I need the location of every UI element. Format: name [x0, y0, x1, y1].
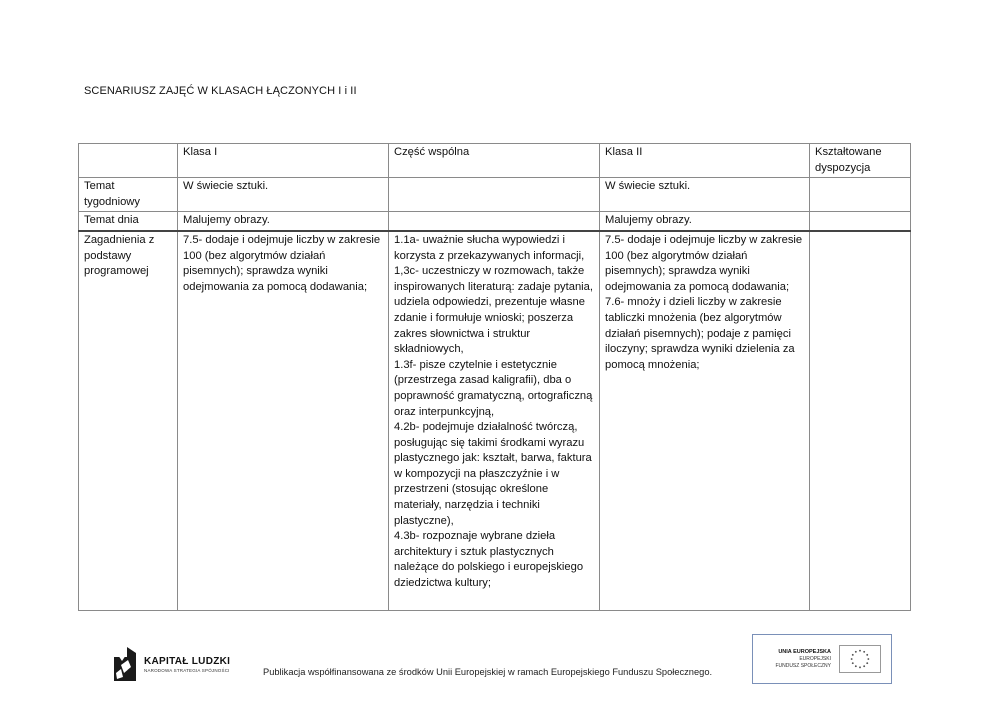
eu-star [855, 665, 857, 667]
eu-star [859, 666, 861, 668]
header-cell-czesc-wspolna: Część wspólna [389, 144, 600, 178]
document-title: SCENARIUSZ ZAJĘĆ W KLASACH ŁĄCZONYCH I i II [84, 85, 357, 97]
header-cell-dyspozycja: Kształtowane dyspozycja [810, 144, 911, 178]
eu-line-2: EUROPEJSKI [799, 655, 831, 662]
eu-star [852, 662, 854, 664]
eu-logo [752, 634, 892, 684]
eu-line-1: UNIA EUROPEJSKA [778, 648, 831, 655]
cell-klasa-1: 7.5- dodaje i odejmuje liczby w zakresie 100 (bez algorytmów działań pisemnych); sprawdza wyniki odejmowania za pomocą dodawania; [178, 231, 389, 611]
eu-star [863, 665, 865, 667]
kapital-ludzki-logo [112, 645, 230, 683]
header-cell-klasa-2: Klasa II [600, 144, 810, 178]
cell-klasa-2: W świecie sztuki. [600, 178, 810, 212]
table-row [79, 231, 911, 611]
eu-star [851, 658, 853, 660]
cell-dyspozycja [810, 178, 911, 212]
table-row [79, 178, 911, 212]
cell-czesc-wspolna: 1.1a- uważnie słucha wypowiedzi i korzysta z przekazywanych informacji, 1,3c- uczestniczy w rozmowach, także inspirowanych literaturą: zadaje pytania, udziela odpowiedzi, prezentuje własne zdanie i formułuje wnioski; poszerza zakres słownictwa i struktur składniowych, 1.3f- pisze czytelnie i estetycznie (przestrzega zasad kaligrafii), dba o poprawność gramatyczną, ortograficzną oraz interpunkcyjną, 4.2b- podejmuje działalność twórczą, posługując się takimi środkami wyrazu plastycznego jak: kształt, barwa, faktura w kompozycji na płaszczyźnie i w przestrzeni (stosując określone materiały, narzędzia i techniki plastyczne), 4.3b- rozpoznaje wybrane dzieła architektury i sztuk plastycznych należące do polskiego i europejskiego dziedzictwa kultury; [389, 231, 600, 611]
eu-star [852, 654, 854, 656]
header-cell-klasa-1: Klasa I [178, 144, 389, 178]
eu-star [859, 650, 861, 652]
eu-star [867, 658, 869, 660]
cell-czesc-wspolna [389, 178, 600, 212]
cofinancing-note: Publikacja współfinansowana ze środków Unii Europejskiej w ramach Europejskiego Funduszu Społecznego. [263, 667, 713, 677]
cell-dyspozycja [810, 231, 911, 611]
row-label-zagadnienia: Zagadnienia z podstawy programowej [79, 231, 178, 611]
kapital-ludzki-emblem-icon [112, 645, 138, 683]
table-header-row [79, 144, 911, 178]
eu-star [855, 651, 857, 653]
cell-klasa-2: Malujemy obrazy. [600, 212, 810, 231]
cell-klasa-1: Malujemy obrazy. [178, 212, 389, 231]
eu-flag-icon [839, 645, 881, 673]
table-row [79, 212, 911, 231]
eu-line-3: FUNDUSZ SPOŁECZNY [775, 662, 831, 669]
cell-klasa-1: W świecie sztuki. [178, 178, 389, 212]
row-label-temat-dnia: Temat dnia [79, 212, 178, 231]
cell-dyspozycja [810, 212, 911, 231]
row-label-temat-tygodniowy: Temat tygodniowy [79, 178, 178, 212]
header-cell-empty [79, 144, 178, 178]
eu-star [863, 651, 865, 653]
kapital-ludzki-name: KAPITAŁ LUDZKI [144, 655, 231, 667]
eu-star [866, 662, 868, 664]
cell-klasa-2: 7.5- dodaje i odejmuje liczby w zakresie 100 (bez algorytmów działań pisemnych); sprawdza wyniki odejmowania za pomocą dodawania; 7.6- mnoży i dzieli liczby w zakresie tabliczki mnożenia (bez algorytmów działań pisemnych); podaje z pamięci iloczyny; sprawdza wyniki dzielenia za pomocą mnożenia; [600, 231, 810, 611]
lesson-table [78, 143, 911, 611]
cell-czesc-wspolna [389, 212, 600, 231]
eu-star [866, 654, 868, 656]
kapital-ludzki-subtitle: NARODOWA STRATEGIA SPÓJNOŚCI [144, 667, 230, 673]
